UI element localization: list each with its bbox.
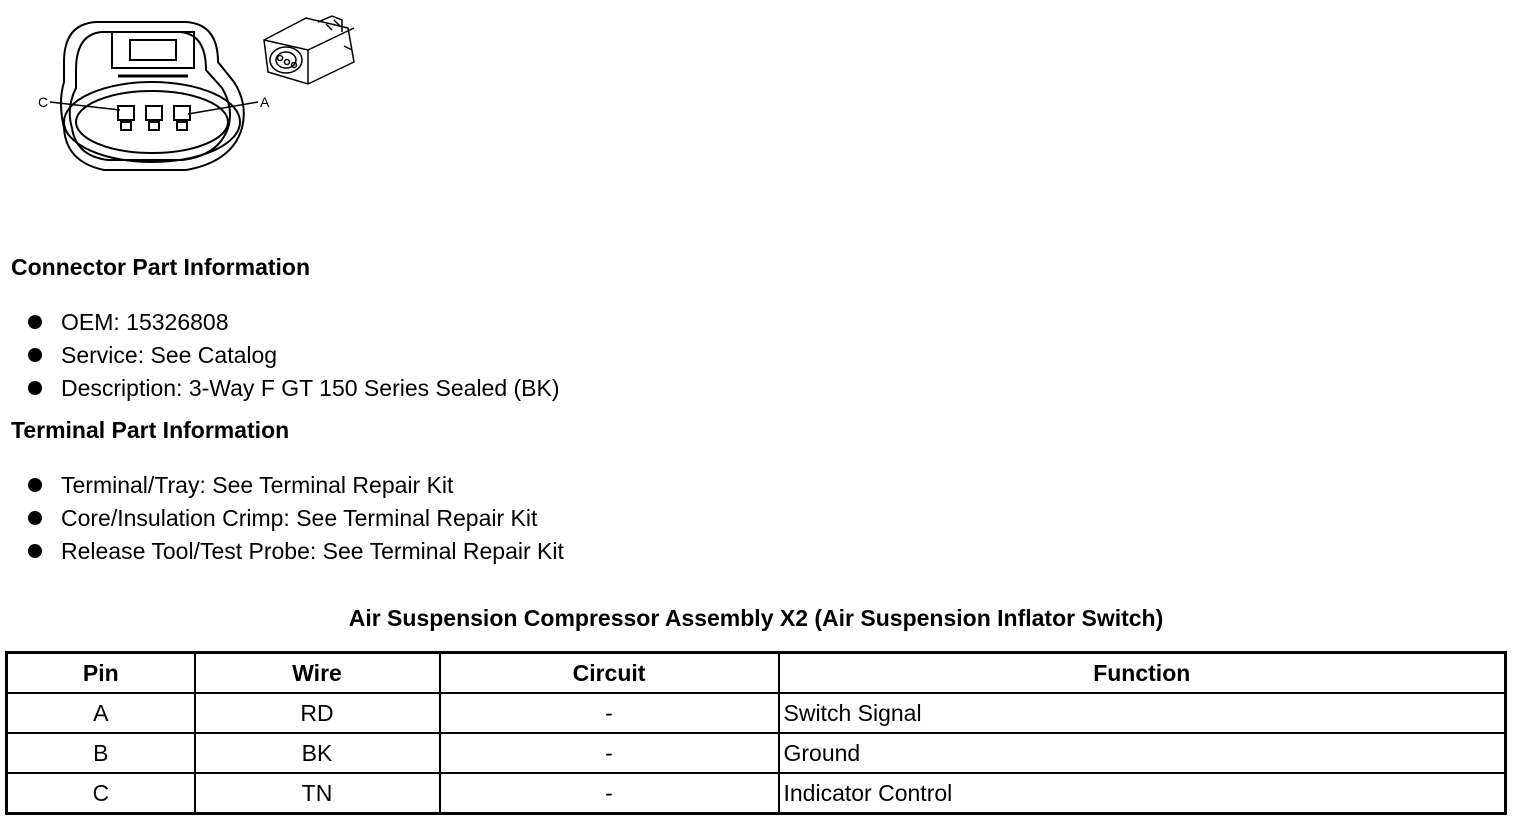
cell-circuit: - [440,733,779,773]
latch-inner [130,40,176,60]
bullet-icon [28,381,42,395]
list-item [28,306,560,339]
list-item [28,502,564,535]
bullet-icon [28,544,42,558]
connector-outer-shell [61,22,244,170]
cell-wire: BK [195,733,440,773]
leader-line-a [188,102,258,114]
cell-pin: B [7,733,195,773]
bullet-icon [28,511,42,525]
table-title: Air Suspension Compressor Assembly X2 (Air Suspension Inflator Switch) [348,605,1164,631]
list-item-text: Service: See Catalog [61,342,278,368]
column-header-pin: Pin [7,653,195,694]
connector-part-information-heading: Connector Part Information [11,254,311,280]
bullet-icon [28,315,42,329]
cell-function: Switch Signal [779,693,1506,733]
table-header-row [7,653,1506,694]
list-item [28,372,560,405]
terminal-part-information-heading: Terminal Part Information [11,417,290,443]
pin-label-a: A [260,94,270,110]
cell-circuit: - [440,693,779,733]
table-row [7,773,1506,814]
cell-function: Ground [779,733,1506,773]
list-item [28,339,560,372]
list-item-text: Terminal/Tray: See Terminal Repair Kit [61,472,454,498]
terminal-slot-a [177,122,187,130]
column-header-function: Function [779,653,1506,694]
cell-pin: A [7,693,195,733]
table-row [7,733,1506,773]
pin-out-table [5,651,1507,815]
terminal-cavity-b [146,106,162,120]
connector-info-list [28,306,560,405]
table-row [7,693,1506,733]
list-item-text: OEM: 15326808 [61,309,229,335]
terminal-info-list [28,469,564,568]
terminal-slot-c [121,122,131,130]
cell-circuit: - [440,773,779,814]
latch-outer [112,32,194,68]
terminal-cavity-a [174,106,190,120]
connector-face-diagram [36,10,366,180]
cell-wire: RD [195,693,440,733]
terminal-cavity-c [118,106,134,120]
column-header-wire: Wire [195,653,440,694]
list-item [28,469,564,502]
list-item [28,535,564,568]
pin-label-c: C [38,94,49,110]
cell-function: Indicator Control [779,773,1506,814]
connector-inner-shell [70,32,230,160]
cell-wire: TN [195,773,440,814]
bullet-icon [28,478,42,492]
column-header-circuit: Circuit [440,653,779,694]
list-item-text: Release Tool/Test Probe: See Terminal Repair Kit [61,538,564,564]
bullet-icon [28,348,42,362]
list-item-text: Core/Insulation Crimp: See Terminal Repair Kit [61,505,538,531]
connector-thumbnail [264,16,354,84]
cell-pin: C [7,773,195,814]
list-item-text: Description: 3-Way F GT 150 Series Sealed (BK) [61,375,560,401]
terminal-slot-b [149,122,159,130]
